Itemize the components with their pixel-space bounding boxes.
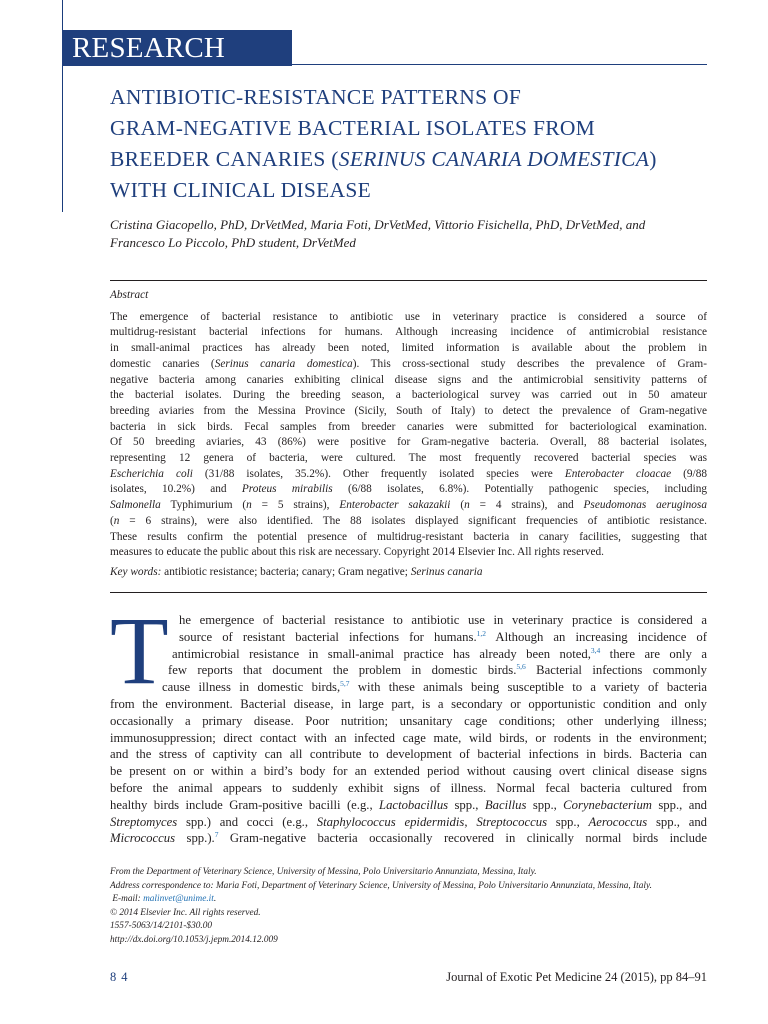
abstract-line [110,530,707,546]
abstract-line [110,310,707,326]
keywords-label: Key words: [110,565,162,578]
abstract-italic: n [113,514,120,527]
title-line-3 [110,144,720,175]
body-segment: spp., [547,814,589,829]
body-segment: few reports that document the problem in domestic birds. [168,663,517,678]
abstract-italic: Serinus canaria domestica [214,357,353,370]
abstract-text: domestic canaries ( [110,357,215,370]
abstract-line [110,325,707,341]
authors-line-2: Francesco Lo Piccolo, PhD student, DrVetMed [110,235,356,250]
title-species: SERINUS CANARIA DOMESTICA [338,147,650,171]
body-segment: before the animal appears to suddenly exhibit signs of illness. Normal fecal bacteria cultured from [110,780,707,795]
body-segment: and the stress of captivity can all contribute to development of bacterial infections in birds. Bacteria can [110,747,707,762]
email-note [110,893,720,907]
abstract-text: Typhimurium ( [160,499,247,512]
body-italic: Staphylococcus epidermidis [316,814,465,829]
body-line [110,713,707,730]
email-link[interactable]: malinvet@unime.it [143,894,214,905]
abstract-line [110,498,707,514]
abstract-text: = 4 strains), and [469,499,584,512]
authors-line-1: Cristina Giacopello, PhD, DrVetMed, Maria Foti, DrVetMed, Vittorio Fisichella, PhD, DrVetMed, and [110,217,646,232]
body-line [110,612,707,629]
body-segment: immunosuppression; direct contact with an infected cage mate, wild birds, or rodents in the environment; [110,730,707,745]
abstract-text: ). This cross-sectional study describes the prevalence of Gram- [352,357,707,370]
abstract-text: = 5 strains), [251,499,340,512]
body-segment: spp., and [647,814,708,829]
reference-citation[interactable]: 5,7 [340,678,350,688]
body-segment: there are only a [600,646,707,661]
abstract-text: (6/88 isolates, 6.8%). Potentially pathogenic species, including [332,483,708,496]
abstract-italic: Salmonella [110,499,161,512]
abstract-italic: Proteus mirabilis [241,483,333,496]
abstract-top-rule [110,280,707,281]
abstract-line [110,435,707,451]
body-segment: Gram-negative bacteria occasionally recovered in clinically normal birds include [218,831,707,846]
abstract-italic: Enterobacter sakazakii [339,499,451,512]
abstract-line [110,420,707,436]
abstract-text: isolates, 10.2%) and [110,483,242,496]
abstract-italic: n [246,499,252,512]
body-segment: spp., [526,797,564,812]
body-line [110,679,707,696]
body-segment: source of resistant bacterial infections for humans. [179,629,477,644]
body-segment: spp., [448,797,485,812]
body-segment: , [464,814,477,829]
keywords-species: Serinus canaria [410,565,483,578]
abstract-text: ( [110,514,114,527]
abstract-line [110,451,707,467]
body-segment: antimicrobial resistance in small-animal practice has already been noted, [172,646,591,661]
journal-citation: Journal of Exotic Pet Medicine 24 (2015), pp 84–91 [446,970,707,984]
abstract-text: These results confirm the potential presence of multidrug-resistant bacteria in canary facilities, suggesting that [110,530,707,543]
keywords [110,565,707,581]
reference-citation[interactable]: 7 [214,830,219,840]
body-italic: Streptomyces [110,814,178,829]
abstract-text: ( [450,499,465,512]
body-segment: spp.) and cocci (e.g., [177,814,317,829]
body-segment: cause illness in domestic birds, [162,680,341,695]
abstract-line [110,482,707,498]
abstract-italic: n [464,499,470,512]
page-number: 84 [110,970,133,984]
title-line-3-pre: BREEDER CANARIES ( [110,147,339,171]
abstract-text: breeding aviaries from the Messina Province (Sicily, South of Italy) to detect the prevalence of Gram-negative [110,404,707,417]
drop-cap: T [110,597,169,704]
body-segment: Although an increasing incidence of [486,629,707,644]
body-segment: spp.). [175,831,215,846]
abstract-text: representing 12 genera of bacteria, were cultured. The most frequently recovered bacterial species was [110,452,707,465]
abstract-line [110,388,707,404]
doi-link[interactable]: http://dx.doi.org/10.1053/j.jepm.2014.12.009 [110,934,278,945]
body-line [110,646,707,663]
abstract-text: The emergence of bacterial resistance to antibiotic use in veterinary practice is considered a source of [110,310,707,323]
abstract-text: (31/88 isolates, 35.2%). Other frequently isolated species were [192,467,565,480]
keywords-text: antibiotic resistance; bacteria; canary; Gram negative; [161,565,411,578]
email-end: . [213,894,217,905]
reference-citation[interactable]: 5,6 [516,662,526,672]
abstract-text: bacteria in sick birds. Fecal samples from breeder canaries were submitted for bacteriological examination. [110,420,707,433]
body-line [110,780,707,797]
body-segment: with these animals being susceptible to a variety of bacteria [349,680,707,695]
title-line-4: WITH CLINICAL DISEASE [110,178,372,202]
article-title [110,82,720,206]
body-line [110,662,707,679]
abstract-line [110,514,707,530]
reference-citation[interactable]: 1,2 [476,628,487,638]
correspondence-note: Address correspondence to: Maria Foti, Department of Veterinary Science, University of Messina, Polo Universitario Annunziata, Messina, Italy. [110,880,652,891]
abstract-italic: Pseudomonas aeruginosa [583,499,707,512]
footnotes [110,866,720,948]
body-italic: Lactobacillus [379,797,449,812]
body-segment: from the environment. Bacterial disease, in large part, is a secondary or opportunistic condition and only [110,696,707,711]
email-label: E-mail: [112,894,144,905]
abstract-line [110,545,707,561]
title-line-2: GRAM-NEGATIVE BACTERIAL ISOLATES FROM [110,116,596,140]
body-segment: healthy birds include Gram-positive bacilli (e.g., [110,797,380,812]
abstract-line [110,373,707,389]
copyright-note: © 2014 Elsevier Inc. All rights reserved. [110,907,261,918]
abstract-italic: Escherichia coli [110,467,193,480]
issn-note: 1557-5063/14/2101-$30.00 [110,921,213,932]
title-line-1: ANTIBIOTIC-RESISTANCE PATTERNS OF [110,85,522,109]
body-line [110,730,707,747]
body-italic: Micrococcus [110,831,176,846]
abstract-line [110,404,707,420]
body-line [110,797,707,814]
body-line [110,763,707,780]
abstract-text: = 6 strains), were also identified. The 88 isolates displayed significant frequencies of antibiotic resistance. [119,514,707,527]
abstract-body [110,310,707,561]
body-line [110,830,707,847]
abstract-text: in small-animal practices has already been noted, limited information is available about the problem in [110,342,707,355]
body-segment: spp., and [651,797,708,812]
abstract-text: the bacterial isolates. During the breeding season, a bacteriological survey was carried out in 50 amateur [110,389,707,402]
abstract [110,288,707,581]
abstract-bottom-rule [110,592,707,593]
author-list [110,216,720,252]
abstract-text: measures to educate the public about this risk are necessary. Copyright 2014 Elsevier Inc. All rights reserved. [110,546,604,559]
body-segment: Bacterial infections commonly [525,663,708,678]
abstract-italic: Enterobacter cloacae [564,467,672,480]
body-segment: be present on or within a bird’s body for an extended period without causing overt clinical disease signs [110,764,707,779]
abstract-text: Of 50 breeding aviaries, 43 (86%) were positive for Gram-negative bacteria. Overall, 88 bacterial isolates, [110,436,707,449]
reference-citation[interactable]: 3,4 [590,645,601,655]
affiliation-note: From the Department of Veterinary Science, University of Messina, Polo Universitario Annunziata, Messina, Italy. [110,867,537,877]
body-line [110,814,707,831]
body-line [110,696,707,713]
body-italic: Bacillus [484,797,527,812]
abstract-line [110,341,707,357]
abstract-heading: Abstract [110,289,149,301]
body-text [110,612,707,847]
body-line [110,629,707,646]
body-italic: Streptococcus [476,814,548,829]
body-line [110,746,707,763]
body-italic: Corynebacterium [563,797,652,812]
section-banner: RESEARCH [62,30,292,66]
body-segment: occasionally a primary disease. Poor nutrition; unsanitary cage conditions; other underlying illness; [110,713,707,728]
abstract-text: multidrug-resistant bacterial infections for humans. Although increasing incidence of antimicrobial resistance [110,326,707,339]
body-segment: he emergence of bacterial resistance to antibiotic use in veterinary practice is considered a [179,613,707,627]
abstract-line [110,357,707,373]
body-italic: Aerococcus [588,814,648,829]
title-line-3-post: ) [649,147,657,171]
abstract-text: (9/88 [671,467,707,480]
abstract-line [110,467,707,483]
banner-underline [292,64,707,65]
abstract-text: negative bacteria among canaries exhibiting clinical disease signs and the antimicrobial sensitivity patterns of [110,373,707,386]
